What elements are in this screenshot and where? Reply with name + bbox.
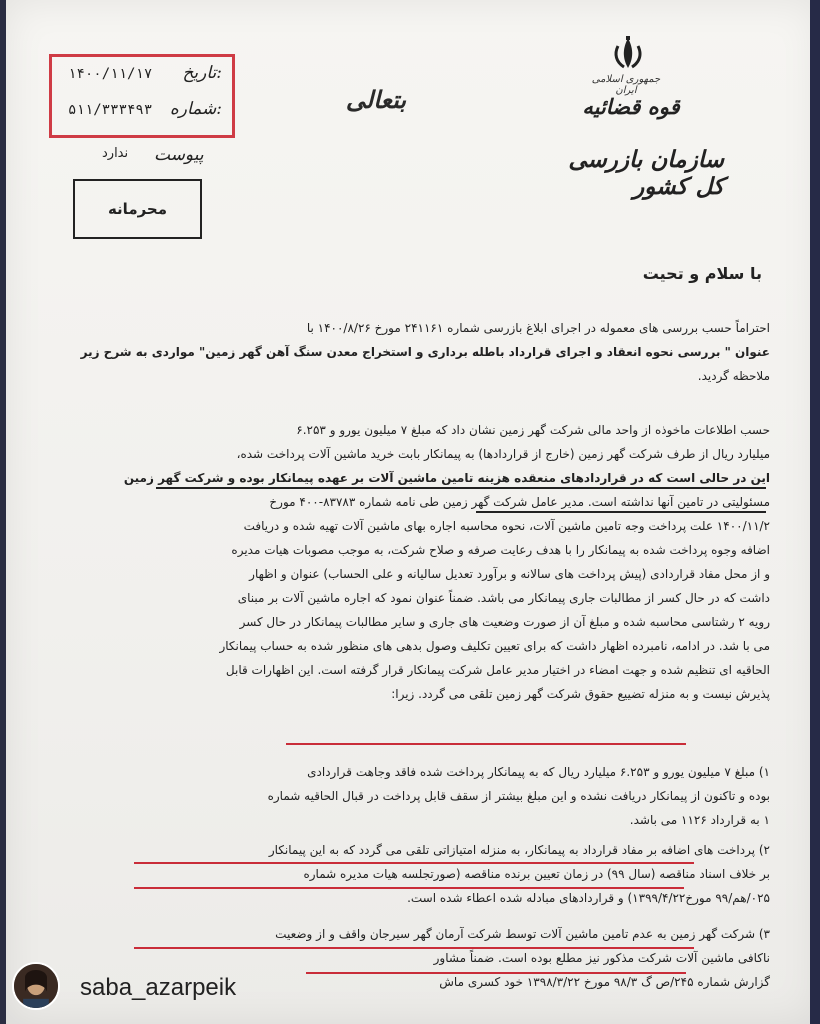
paragraph-line: ۰۲۵/هم/۹۹ مورخ۱۳۹۹/۴/۲۲) و قراردادهای مبادله شده اعطاء شده است.	[407, 891, 770, 905]
greeting: با سلام و تحیت	[642, 264, 762, 283]
paragraph-line: گزارش شماره ۲۴۵/ص گ ۹۸/۳ مورخ ۱۳۹۸/۳/۲۲ خود کسری ماش	[439, 975, 770, 989]
paragraph-line: مسئولیتی در تامین آنها نداشته است. مدیر عامل شرکت گهر زمین طی نامه شماره ۸۳۷۸۳-۴۰۰ مورخ	[269, 495, 770, 509]
paragraph-line: این در حالی است که در قراردادهای منعقده هزینه تامین ماشین آلات بر عهده پیمانکار بوده و شرکت گهر زمین	[123, 471, 770, 485]
republic-title: جمهوری اسلامی ایران	[591, 74, 661, 96]
paragraph-line: ۳) شرکت گهر زمین به عدم تامین ماشین آلات توسط شرکت آرمان گهر سیرجان واقف و از وضعیت	[275, 927, 770, 941]
paragraph-line: ۱ به قرارداد ۱۱۲۶ می باشد.	[629, 813, 770, 827]
date-value: ۱۴۰۰/۱۱/۱۷	[68, 66, 153, 82]
item-1	[70, 760, 770, 832]
emphasis-underline	[156, 487, 766, 489]
attachment-value: ندارد	[102, 146, 129, 161]
paragraph-line: بوده و تاکنون از پیمانکار دریافت نشده و این مبلغ بیشتر از سقف قابل پرداخت در قبال الحاقیه شماره	[267, 789, 770, 803]
paragraph-line: ناکافی ماشین آلات شرکت مذکور نیز مطلع بوده است. ضمناً مشاور	[433, 951, 770, 965]
highlight-underline	[134, 862, 694, 864]
paragraph-line: داشت که در حال کسر از مطالبات جاری پیمانکار می باشد. ضمناً عنوان نمود که اجاره ماشین آلات بر مبنای	[237, 591, 770, 605]
number-value: ۵۱۱/۳۳۳۴۹۳	[68, 102, 153, 118]
frame-edge	[810, 0, 820, 1024]
paragraph-line: الحاقیه ای تنظیم شده و جهت امضاء در اختیار مدیر عامل شرکت پیمانکار قرار گرفته است. این اظهارات قابل	[225, 663, 770, 677]
watermark-username[interactable]: saba_azarpeik	[80, 974, 237, 1001]
avatar[interactable]	[12, 962, 60, 1010]
paragraph-2	[70, 418, 770, 706]
highlight-underline	[286, 743, 686, 745]
date-number-box	[49, 54, 235, 138]
date-row	[52, 63, 232, 93]
classification-box	[73, 179, 202, 239]
letter-page	[6, 0, 818, 1024]
highlight-underline	[134, 887, 684, 889]
paragraph-line: بر خلاف اسناد مناقصه (سال ۹۹) در زمان تعیین برنده مناقصه (صورتجلسه هیات مدیره شماره	[303, 867, 770, 881]
paragraph-line: رویه ۲ رشتاسی محاسبه شده و مبلغ آن از صورت وضعیت های جاری و سایر مطالبات پیمانکار در حال کسر	[239, 615, 770, 629]
paragraph-line: ۱) مبلغ ۷ میلیون یورو و ۶.۲۵۳ میلیارد ریال که به پیمانکار پرداخت شده فاقد وجاهت قراردادی	[307, 765, 770, 779]
emphasis-underline	[476, 511, 766, 513]
paragraph-line: ۱۴۰۰/۱۱/۲ علت پرداخت وجه تامین ماشین آلات، نحوه محاسبه اجاره بهای ماشین آلات تهیه شده و دریافت	[243, 519, 770, 533]
paragraph-line: و از محل مفاد قراردادی (پیش پرداخت های سالانه و برآورد تعدیل سالیانه و علی الحساب) عنوان و اظهار	[249, 567, 770, 581]
bismillah-heading: بتعالی	[345, 85, 407, 114]
emblem-icon	[608, 34, 648, 74]
highlight-underline	[306, 972, 686, 974]
paragraph-line: میلیارد ریال از طرف شرکت گهر زمین (خارج از قراردادها) به پیمانکار بابت خرید ماشین آلات پرداخت شده،	[236, 447, 770, 461]
organization-title: سازمان بازرسی کل کشور	[568, 146, 724, 200]
paragraph-line: عنوان " بررسی نحوه انعقاد و اجرای قرارداد باطله برداری و استخراج معدن سنگ آهن گهر زمین" مواردی به شرح زیر	[80, 345, 770, 359]
highlight-underline	[134, 947, 694, 949]
number-row	[52, 99, 232, 129]
classification-label: محرمانه	[107, 200, 168, 218]
paragraph-line: حسب اطلاعات ماخوذه از واحد مالی شرکت گهر زمین نشان داد که مبلغ ۷ میلیون یورو و ۶.۲۵۳	[296, 423, 770, 437]
paragraph-line: می با شد. در ادامه، نامبرده اظهار داشت که برای تعیین تکلیف وصول بدهی های منظور شده به حساب پیمانکار	[219, 639, 770, 653]
date-label: تاریخ:	[182, 63, 222, 83]
item-2	[70, 838, 770, 910]
paragraph-line: ۲) پرداخت های اضافه بر مفاد قرارداد به پیمانکار، به منزله امتیازاتی تلقی می گردد که به این پیمانکار	[268, 843, 770, 857]
paragraph-1	[70, 316, 770, 388]
paragraph-line: اضافه وجوه پرداخت شده به پیمانکار را با هدف رعایت صرفه و صلاح شرکت، به موجب مصوبات هیات مدیره	[231, 543, 770, 557]
attachment-label: پیوست	[154, 145, 204, 165]
paragraph-line: احتراماً حسب بررسی های معموله در اجرای ابلاغ بازرسی شماره ۲۴۱۱۶۱ مورخ ۱۴۰۰/۸/۲۶ با	[306, 321, 770, 335]
judiciary-title: قوه قضائیه	[582, 94, 680, 119]
profile-photo-icon	[14, 964, 58, 1008]
paragraph-line: پذیرش نیست و به منزله تضییع حقوق شرکت گهر زمین تلقی می گردد. زیرا:	[391, 687, 770, 701]
number-label: شماره:	[169, 99, 222, 119]
paragraph-line: ملاحظه گردید.	[697, 369, 770, 383]
